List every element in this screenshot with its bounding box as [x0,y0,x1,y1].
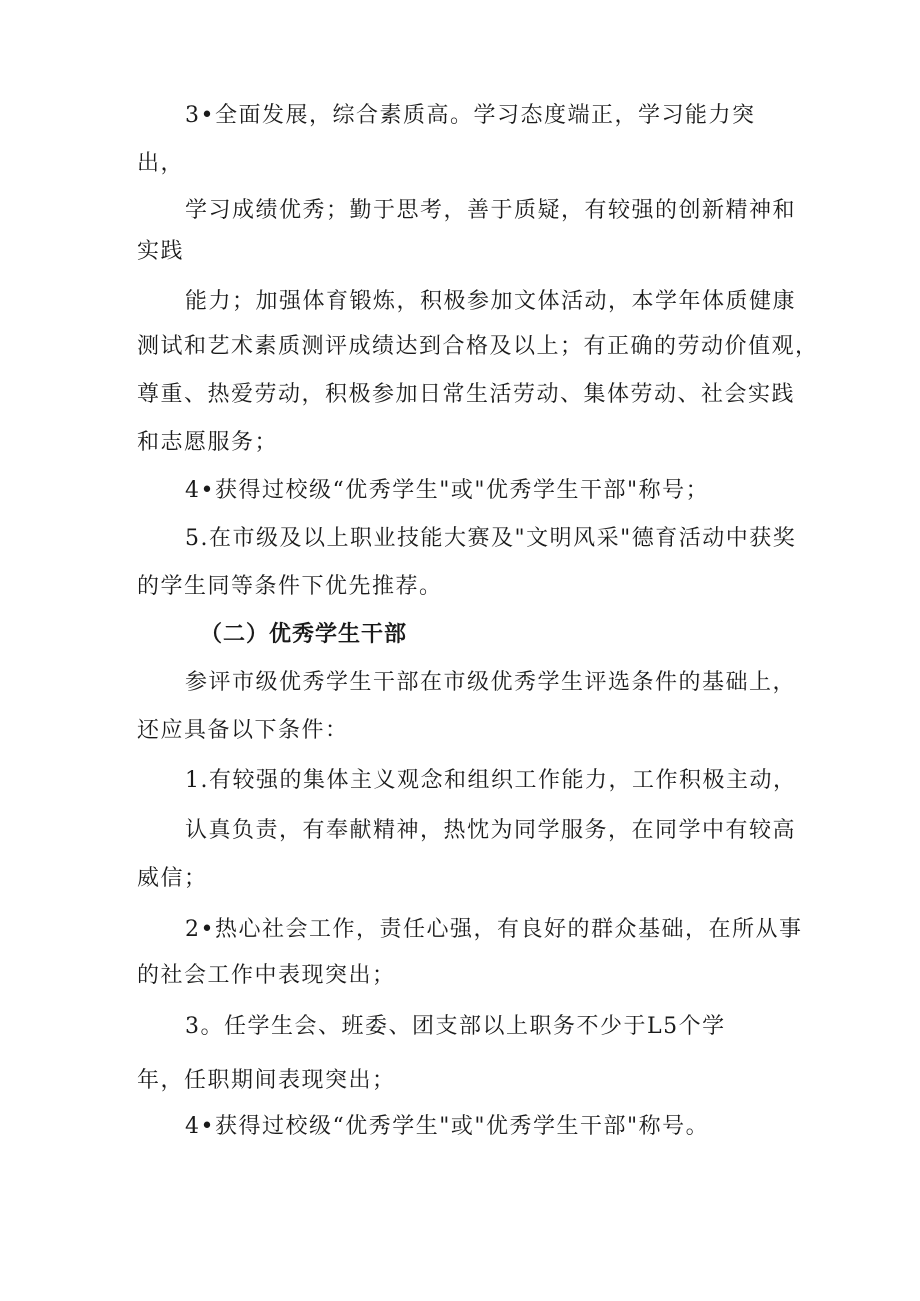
paragraph-line: 3。任学生会、班委、团支部以上职务不少于L5个学 [185,1014,726,1039]
paragraph-line: 4•获得过校级“优秀学生"或"优秀学生干部"称号。 [185,1114,710,1139]
paragraph-line: 2•热心社会工作，责任心强，有良好的群众基础，在所从事 [185,917,803,942]
paragraph-line: 参评市级优秀学生干部在市级优秀学生评选条件的基础上， [185,670,797,695]
paragraph-line: 和志愿服务； [137,430,279,455]
paragraph-line: 认真负责，有奉献精神，热忱为同学服务，在同学中有较高 [185,818,797,843]
paragraph-line: 出， [137,151,185,176]
paragraph-line: 威信； [137,866,208,891]
paragraph-line: 测试和艺术素质测评成绩达到合格及以上；有正确的劳动价值观， [137,334,819,359]
paragraph-line: 1.有较强的集体主义观念和组织工作能力，工作积极主动， [185,768,797,793]
paragraph-line: 实践 [137,239,185,264]
paragraph-line: 还应具备以下条件： [137,718,349,743]
paragraph-line: 的社会工作中表现突出； [137,963,396,988]
paragraph-line: 3•全面发展，综合素质高。学习态度端正，学习能力突 [185,103,756,128]
paragraph-line: 尊重、热爱劳动，积极参加日常生活劳动、集体劳动、社会实践 [137,382,796,407]
paragraph-line: 学习成绩优秀；勤于思考，善于质疑，有较强的创新精神和 [185,198,797,223]
paragraph-line: 能力；加强体育锻炼，积极参加文体活动，本学年体质健康 [185,289,797,314]
paragraph-line: 年，任职期间表现突出； [137,1068,396,1093]
paragraph-line: 的学生同等条件下优先推荐。 [137,574,443,599]
paragraph-line: 4•获得过校级“优秀学生"或"优秀学生干部"称号； [185,478,710,503]
paragraph-line: 5.在市级及以上职业技能大赛及"文明风采"德育活动中获奖 [185,526,797,551]
section-heading: （二）优秀学生干部 [200,622,408,647]
